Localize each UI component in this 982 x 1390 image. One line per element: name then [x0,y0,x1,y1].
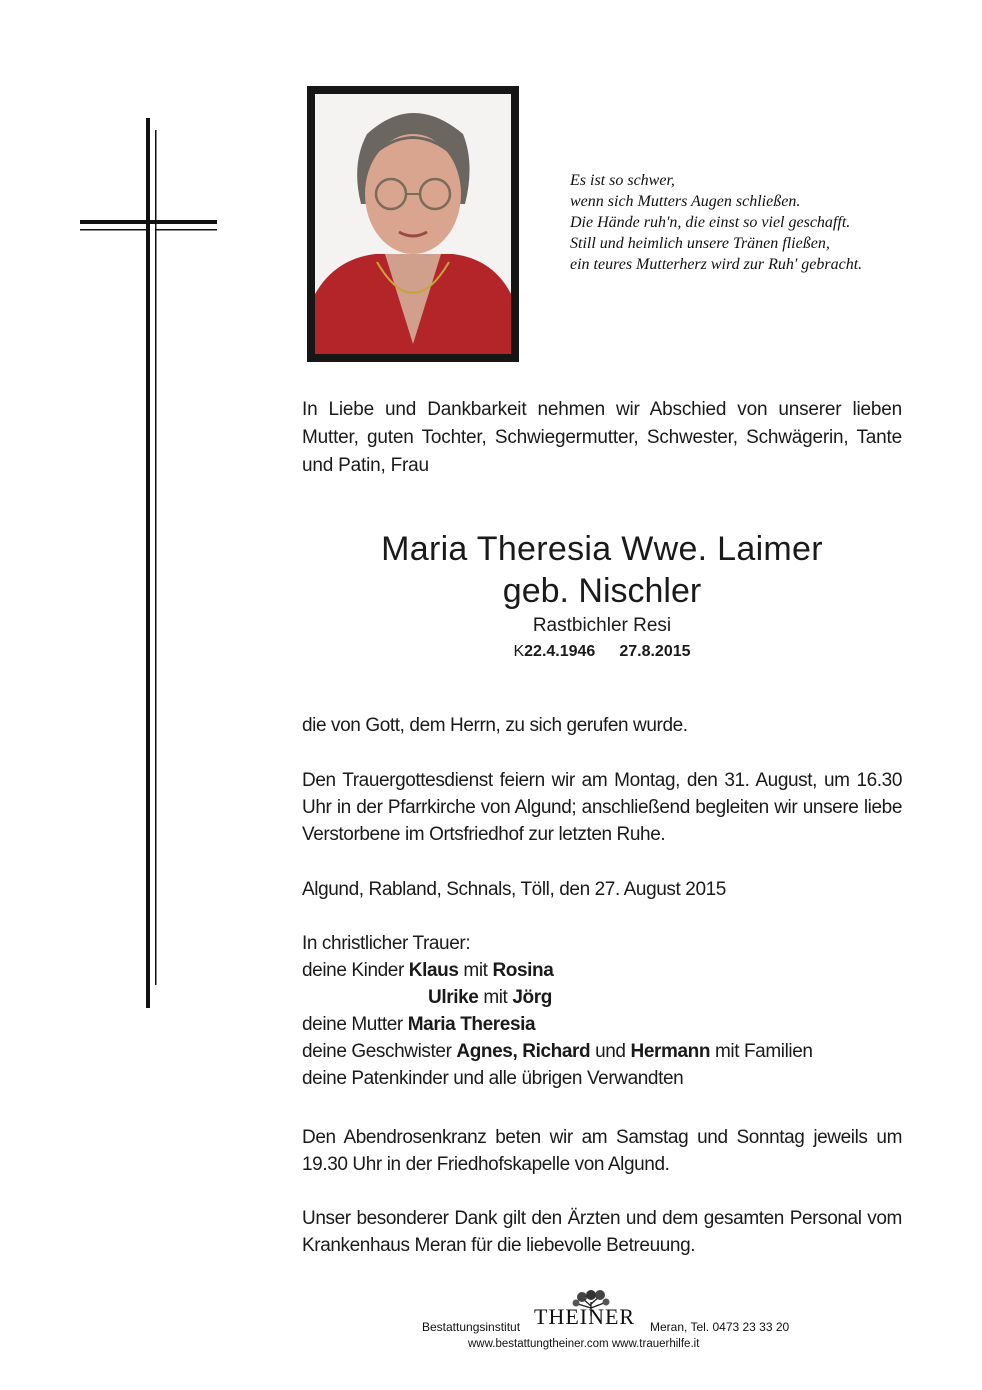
poem-line: ein teures Mutterherz wird zur Ruh' gebracht. [570,256,863,273]
and-word: und [595,1041,626,1062]
poem-line: wenn sich Mutters Augen schließen. [570,193,801,210]
mourners-children-2 [302,984,902,1011]
with-word: mit [463,960,488,981]
sibling-name: Agnes [456,1041,513,1062]
mourners-godchildren: deine Patenkinder und alle übrigen Verwandten [302,1068,684,1089]
brand-logo: THEINER [534,1304,636,1329]
service-text: Den Trauergottesdienst feiern wir am Montag, den 31. August, um 16.30 Uhr in der Pfarrkirche von Algund; anschließend begleiten wir unsere liebe Verstorbene im Ortsfriedhof zur letzten Ruhe. [302,770,902,845]
birth-date: 22.4.1946 [524,643,596,660]
partner-name: Jörg [512,987,552,1008]
siblings-prefix: deine Geschwister [302,1041,452,1062]
child-name: Klaus [408,960,459,981]
sibling-name: Richard [522,1041,591,1062]
children-prefix: deine Kinder [302,960,404,981]
institute-label: Bestattungsinstitut [422,1320,521,1334]
thanks-text: Unser besonderer Dank gilt den Ärzten und dem gesamten Personal vom Krankenhaus Meran für die liebevolle Betreuung. [302,1208,902,1256]
mother-name: Maria Theresia [407,1014,536,1035]
portrait-photo [307,86,519,362]
life-dates [302,641,902,663]
child-name: Ulrike [428,987,479,1008]
nickname: Rastbichler Resi [532,615,672,636]
sibling-name: Hermann [630,1041,711,1062]
deceased-block [302,528,902,663]
intro-text: In Liebe und Dankbarkeit nehmen wir Abschied von unserer lieben Mutter, guten Tochter, Schwiegermutter, Schwester, Schwägerin, Tante und Patin, Frau [302,399,902,476]
poem-line: Die Hände ruh'n, die einst so viel geschafft. [570,214,851,231]
contact-info: Meran, Tel. 0473 23 33 20 [650,1320,790,1334]
rosary-text: Den Abendrosenkranz beten wir am Samstag und Sonntag jeweils um 19.30 Uhr in der Friedhofskapelle von Algund. [302,1127,902,1175]
mother-prefix: deine Mutter [302,1014,403,1035]
with-families: mit Familien [714,1041,813,1062]
mourners-siblings [302,1038,902,1065]
place-date: Algund, Rabland, Schnals, Töll, den 27. August 2015 [302,879,726,900]
mourners-list [302,930,902,1092]
poem [570,170,970,275]
with-word: mit [483,987,508,1008]
poem-line: Still und heimlich unsere Tränen fließen, [570,235,830,252]
poem-line: Es ist so schwer, [570,172,675,189]
comma: , [512,1041,518,1062]
mourners-heading: In christlicher Trauer: [302,933,471,954]
death-date: 27.8.2015 [619,643,691,660]
partner-name: Rosina [492,960,554,981]
birth-mark: K [513,643,525,660]
called-text: die von Gott, dem Herrn, zu sich gerufen wurde. [302,715,688,736]
websites: www.bestattungtheiner.com www.trauerhilfe.it [468,1338,700,1350]
deceased-name: Maria Theresia Wwe. Laimer [381,530,823,568]
maiden-name: geb. Nischler [502,572,702,610]
mourners-children [302,957,902,984]
mourners-mother [302,1011,902,1038]
